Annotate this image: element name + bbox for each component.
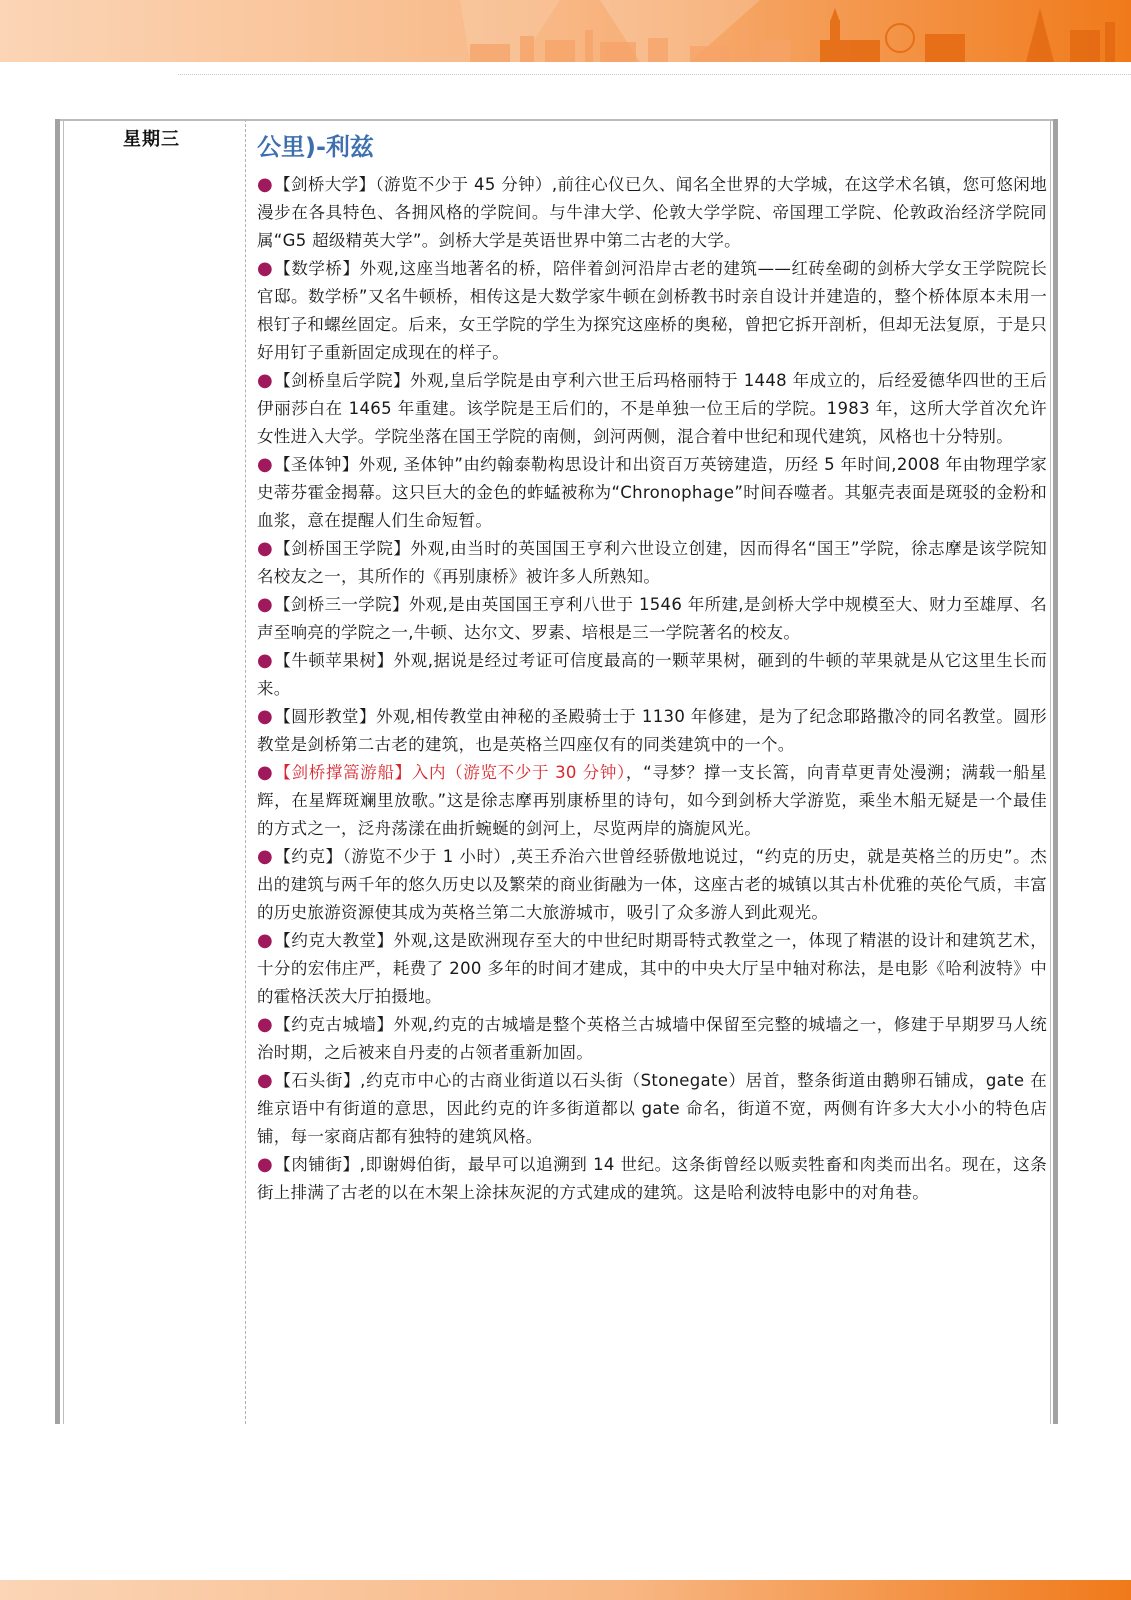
itinerary-content [257,127,1047,1207]
list-item [257,1151,1047,1207]
itinerary-table [55,119,1058,1424]
item-lead: 【约克古城墙】 [274,1015,394,1034]
item-lead: 【约克】 [274,847,343,866]
item-body: 外观,由当时的英国国王亨利六世设立创建，因而得名“国王”学院，徐志摩是该学院知名校友之一，其所作的《再别康桥》被许多人所熟知。 [257,539,1047,586]
item-body: ,即谢姆伯街，最早可以追溯到 14 世纪。这条街曾经以贩卖牲畜和肉类而出名。现在，这条街上排满了古老的以在木架上涂抹灰泥的方式建成的建筑。这是哈利波特电影中的对角巷。 [257,1155,1047,1202]
list-item [257,367,1047,451]
bullet-icon: ● [257,650,274,671]
table-right-border [1053,119,1058,1424]
item-lead: 【剑桥三一学院】 [274,595,409,614]
item-body: （游览不少于 45 分钟）,前往心仪已久、闻名全世界的大学城，在这学术名镇，您可悠闲地漫步在各具特色、各拥风格的学院间。与牛津大学、伦敦大学学院、帝国理工学院、伦敦政治经济学院同属“G5 超级精英大学”。剑桥大学是英语世界中第二古老的大学。 [257,175,1047,250]
bullet-icon: ● [257,1154,274,1175]
list-item [257,535,1047,591]
item-lead: 【牛顿苹果树】 [274,651,394,670]
item-body: 外观,皇后学院是由亨利六世王后玛格丽特于 1448 年成立的，后经爱德华四世的王后伊丽莎白在 1465 年重建。该学院是王后们的，不是单独一位王后的学院。1983 年，这所大学首次允许女性进入大学。学院坐落在国王学院的南侧，剑河两侧，混合着中世纪和现代建筑，风格也十分特别。 [257,371,1048,446]
list-item [257,591,1047,647]
item-lead: 【剑桥国王学院】 [274,539,411,558]
list-item [257,759,1047,843]
list-item [257,171,1047,255]
table-left-border [55,119,60,1424]
item-body: 外观,约克的古城墙是整个英格兰古城墙中保留至完整的城墙之一，修建于早期罗马人统治时期，之后被来自丹麦的占领者重新加固。 [257,1015,1047,1062]
bullet-icon: ● [257,930,274,951]
item-body: 外观,相传教堂由神秘的圣殿骑士于 1130 年修建，是为了纪念耶路撒冷的同名教堂。圆形教堂是剑桥第二古老的建筑，也是英格兰四座仅有的同类建筑中的一个。 [257,707,1047,754]
bullet-icon: ● [257,706,274,727]
list-item [257,927,1047,1011]
item-lead: 【剑桥皇后学院】 [274,371,410,390]
list-item [257,843,1047,927]
table-top-border [55,119,1058,121]
list-item [257,647,1047,703]
list-item [257,255,1047,367]
item-lead: 【肉铺街】 [274,1155,360,1174]
item-lead: 【石头街】 [274,1071,361,1090]
item-body: 外观,这座当地著名的桥，陪伴着剑河沿岸古老的建筑——红砖垒砌的剑桥大学女王学院院长官邸。数学桥”又名牛顿桥，相传这是大数学家牛顿在剑桥教书时亲自设计并建造的，整个桥体原本未用一根钉子和螺丝固定。后来，女王学院的学生为探究这座桥的奥秘，曾把它拆开剖析，但却无法复原，于是只好用钉子重新固定成现在的样子。 [257,259,1048,362]
bullet-icon: ● [257,454,274,475]
bullet-icon: ● [257,538,274,559]
item-body: ，“寻梦？撑一支长篙，向青草更青处漫溯；满载一船星辉，在星辉斑斓里放歌。”这是徐志摩再别康桥里的诗句，如今到剑桥大学游览，乘坐木船无疑是一个最佳的方式之一，泛舟荡漾在曲折蜿蜒的剑河上，尽览两岸的旖旎风光。 [257,763,1047,838]
item-lead: 【圆形教堂】 [274,707,376,726]
item-body: 外观,是由英国国王亨利八世于 1546 年所建,是剑桥大学中规模至大、财力至雄厚、名声至响亮的学院之一,牛顿、达尔文、罗素、培根是三一学院著名的校友。 [257,595,1047,642]
header-rule [178,74,1131,75]
bullet-icon: ● [257,762,274,783]
list-item [257,703,1047,759]
list-item [257,1067,1047,1151]
item-body: 外观,这是欧洲现存至大的中世纪时期哥特式教堂之一，体现了精湛的设计和建筑艺术，十分的宏伟庄严，耗费了 200 多年的时间才建成，其中的中央大厅呈中轴对称法，是电影《哈利波特》中的霍格沃茨大厅拍摄地。 [257,931,1047,1006]
bullet-icon: ● [257,846,274,867]
item-body: （游览不少于 1 小时）,英王乔治六世曾经骄傲地说过，“约克的历史，就是英格兰的历史”。杰出的建筑与两千年的悠久历史以及繁荣的商业街融为一体，这座古老的城镇以其古朴优雅的英伦气质，丰富的历史旅游资源使其成为英格兰第二大旅游城市，吸引了众多游人到此观光。 [257,847,1047,922]
column-divider [245,119,246,1424]
item-body: 外观,据说是经过考证可信度最高的一颗苹果树，砸到的牛顿的苹果就是从它这里生长而来。 [257,651,1047,698]
day-label: 星期三 [123,129,180,150]
route-title: 公里)-利兹 [257,133,374,161]
item-lead: 【剑桥大学】 [274,175,376,194]
bullet-icon: ● [257,174,274,195]
footer-banner [0,1580,1131,1600]
item-lead: 【约克大教堂】 [274,931,394,950]
item-body: 外观, 圣体钟”由约翰泰勒构思设计和出资百万英镑建造，历经 5 年时间,2008 年由物理学家史蒂芬霍金揭幕。这只巨大的金色的蚱蜢被称为“Chronophage”时间吞噬者。其躯壳表面是斑驳的金粉和血浆，意在提醒人们生命短暂。 [257,455,1048,530]
header-banner [0,0,1131,62]
item-lead: 【圣体钟】 [274,455,359,474]
bullet-icon: ● [257,258,274,279]
bullet-icon: ● [257,594,274,615]
list-item [257,451,1047,535]
item-lead-highlight: 【剑桥撑篙游船】入内（游览不少于 30 分钟） [274,763,626,782]
bullet-icon: ● [257,1014,274,1035]
list-item [257,1011,1047,1067]
bullet-icon: ● [257,370,274,391]
item-body: ,约克市中心的古商业街道以石头街（Stonegate）居首，整条街道由鹅卵石铺成，gate 在维京语中有街道的意思，因此约克的许多街道都以 gate 命名，街道不宽，两侧有许多大大小小的特色店铺，每一家商店都有独特的建筑风格。 [257,1071,1047,1146]
item-lead: 【数学桥】 [274,259,360,278]
bullet-icon: ● [257,1070,274,1091]
